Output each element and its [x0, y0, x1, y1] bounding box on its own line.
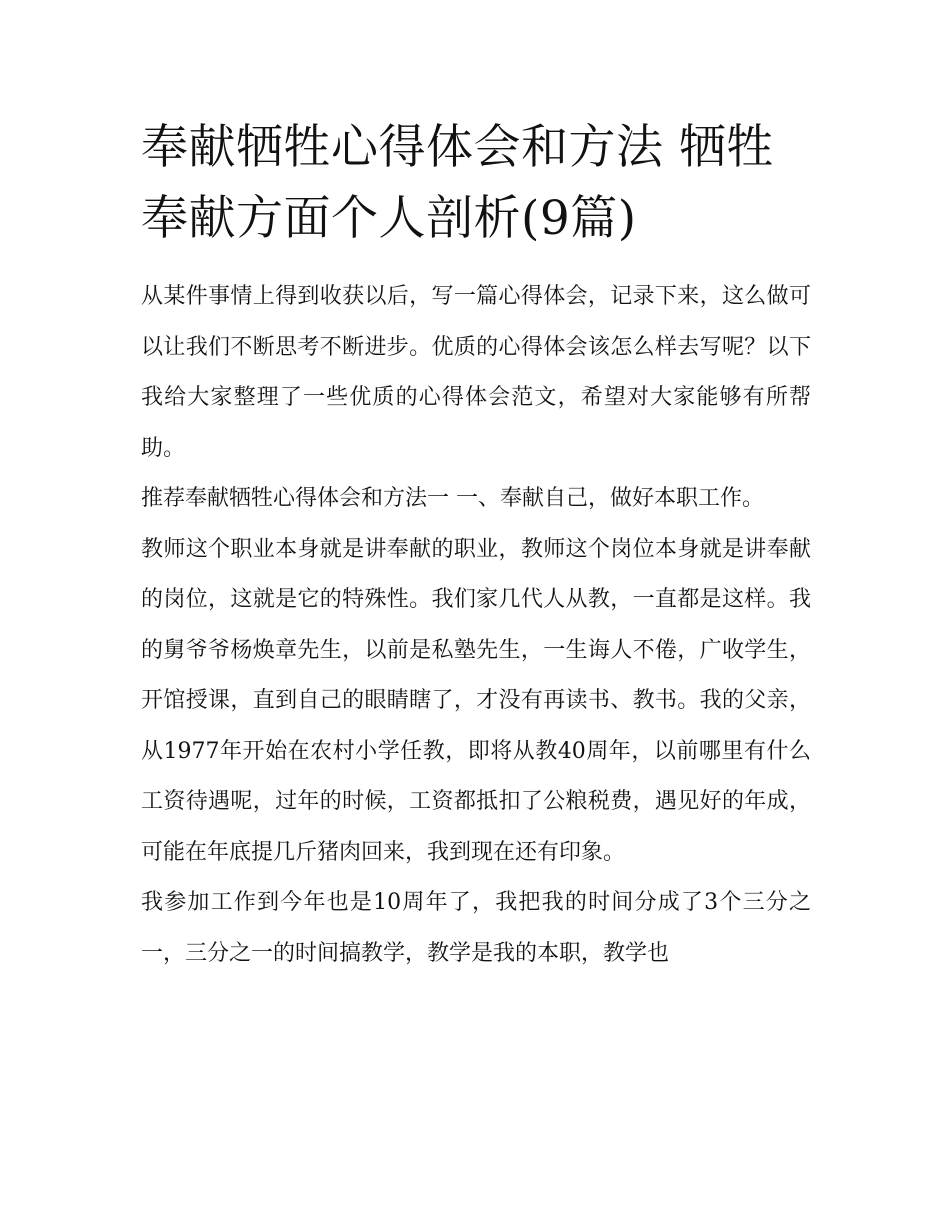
- paragraph-work: 我参加工作到今年也是10周年了，我把我的时间分成了3个三分之一，三分之一的时间搞教学，教学是我的本职，教学也: [141, 890, 811, 966]
- paragraph-teacher: 教师这个职业本身就是讲奉献的职业，教师这个岗位本身就是讲奉献的岗位，这就是它的特殊性。我们家几代人从教，一直都是这样。我的舅爷爷杨焕章先生，以前是私塾先生，一生诲人不倦，广收学生，开馆授课，直到自己的眼睛瞎了，才没有再读书、教书。我的父亲，从1977年开始在农村小学任教，即将从教40周年，以前哪里有什么工资待遇呢，过年的时候，工资都抵扣了公粮税费，遇见好的年成，可能在年底提几斤猪肉回来，我到现在还有印象。: [141, 536, 812, 865]
- paragraph-intro: 从某件事情上得到收获以后，写一篇心得体会，记录下来，这么做可以让我们不断思考不断进步。优质的心得体会该怎么样去写呢？以下我给大家整理了一些优质的心得体会范文，希望对大家能够有所帮助。: [141, 284, 811, 461]
- document-page: [141, 112, 811, 979]
- paragraph-heading-one: 推荐奉献牺牲心得体会和方法一 一、奉献自己，做好本职工作。: [141, 486, 764, 511]
- document-title: 奉献牺牲心得体会和方法 牺牲奉献方面个人剖析(9篇): [141, 120, 774, 246]
